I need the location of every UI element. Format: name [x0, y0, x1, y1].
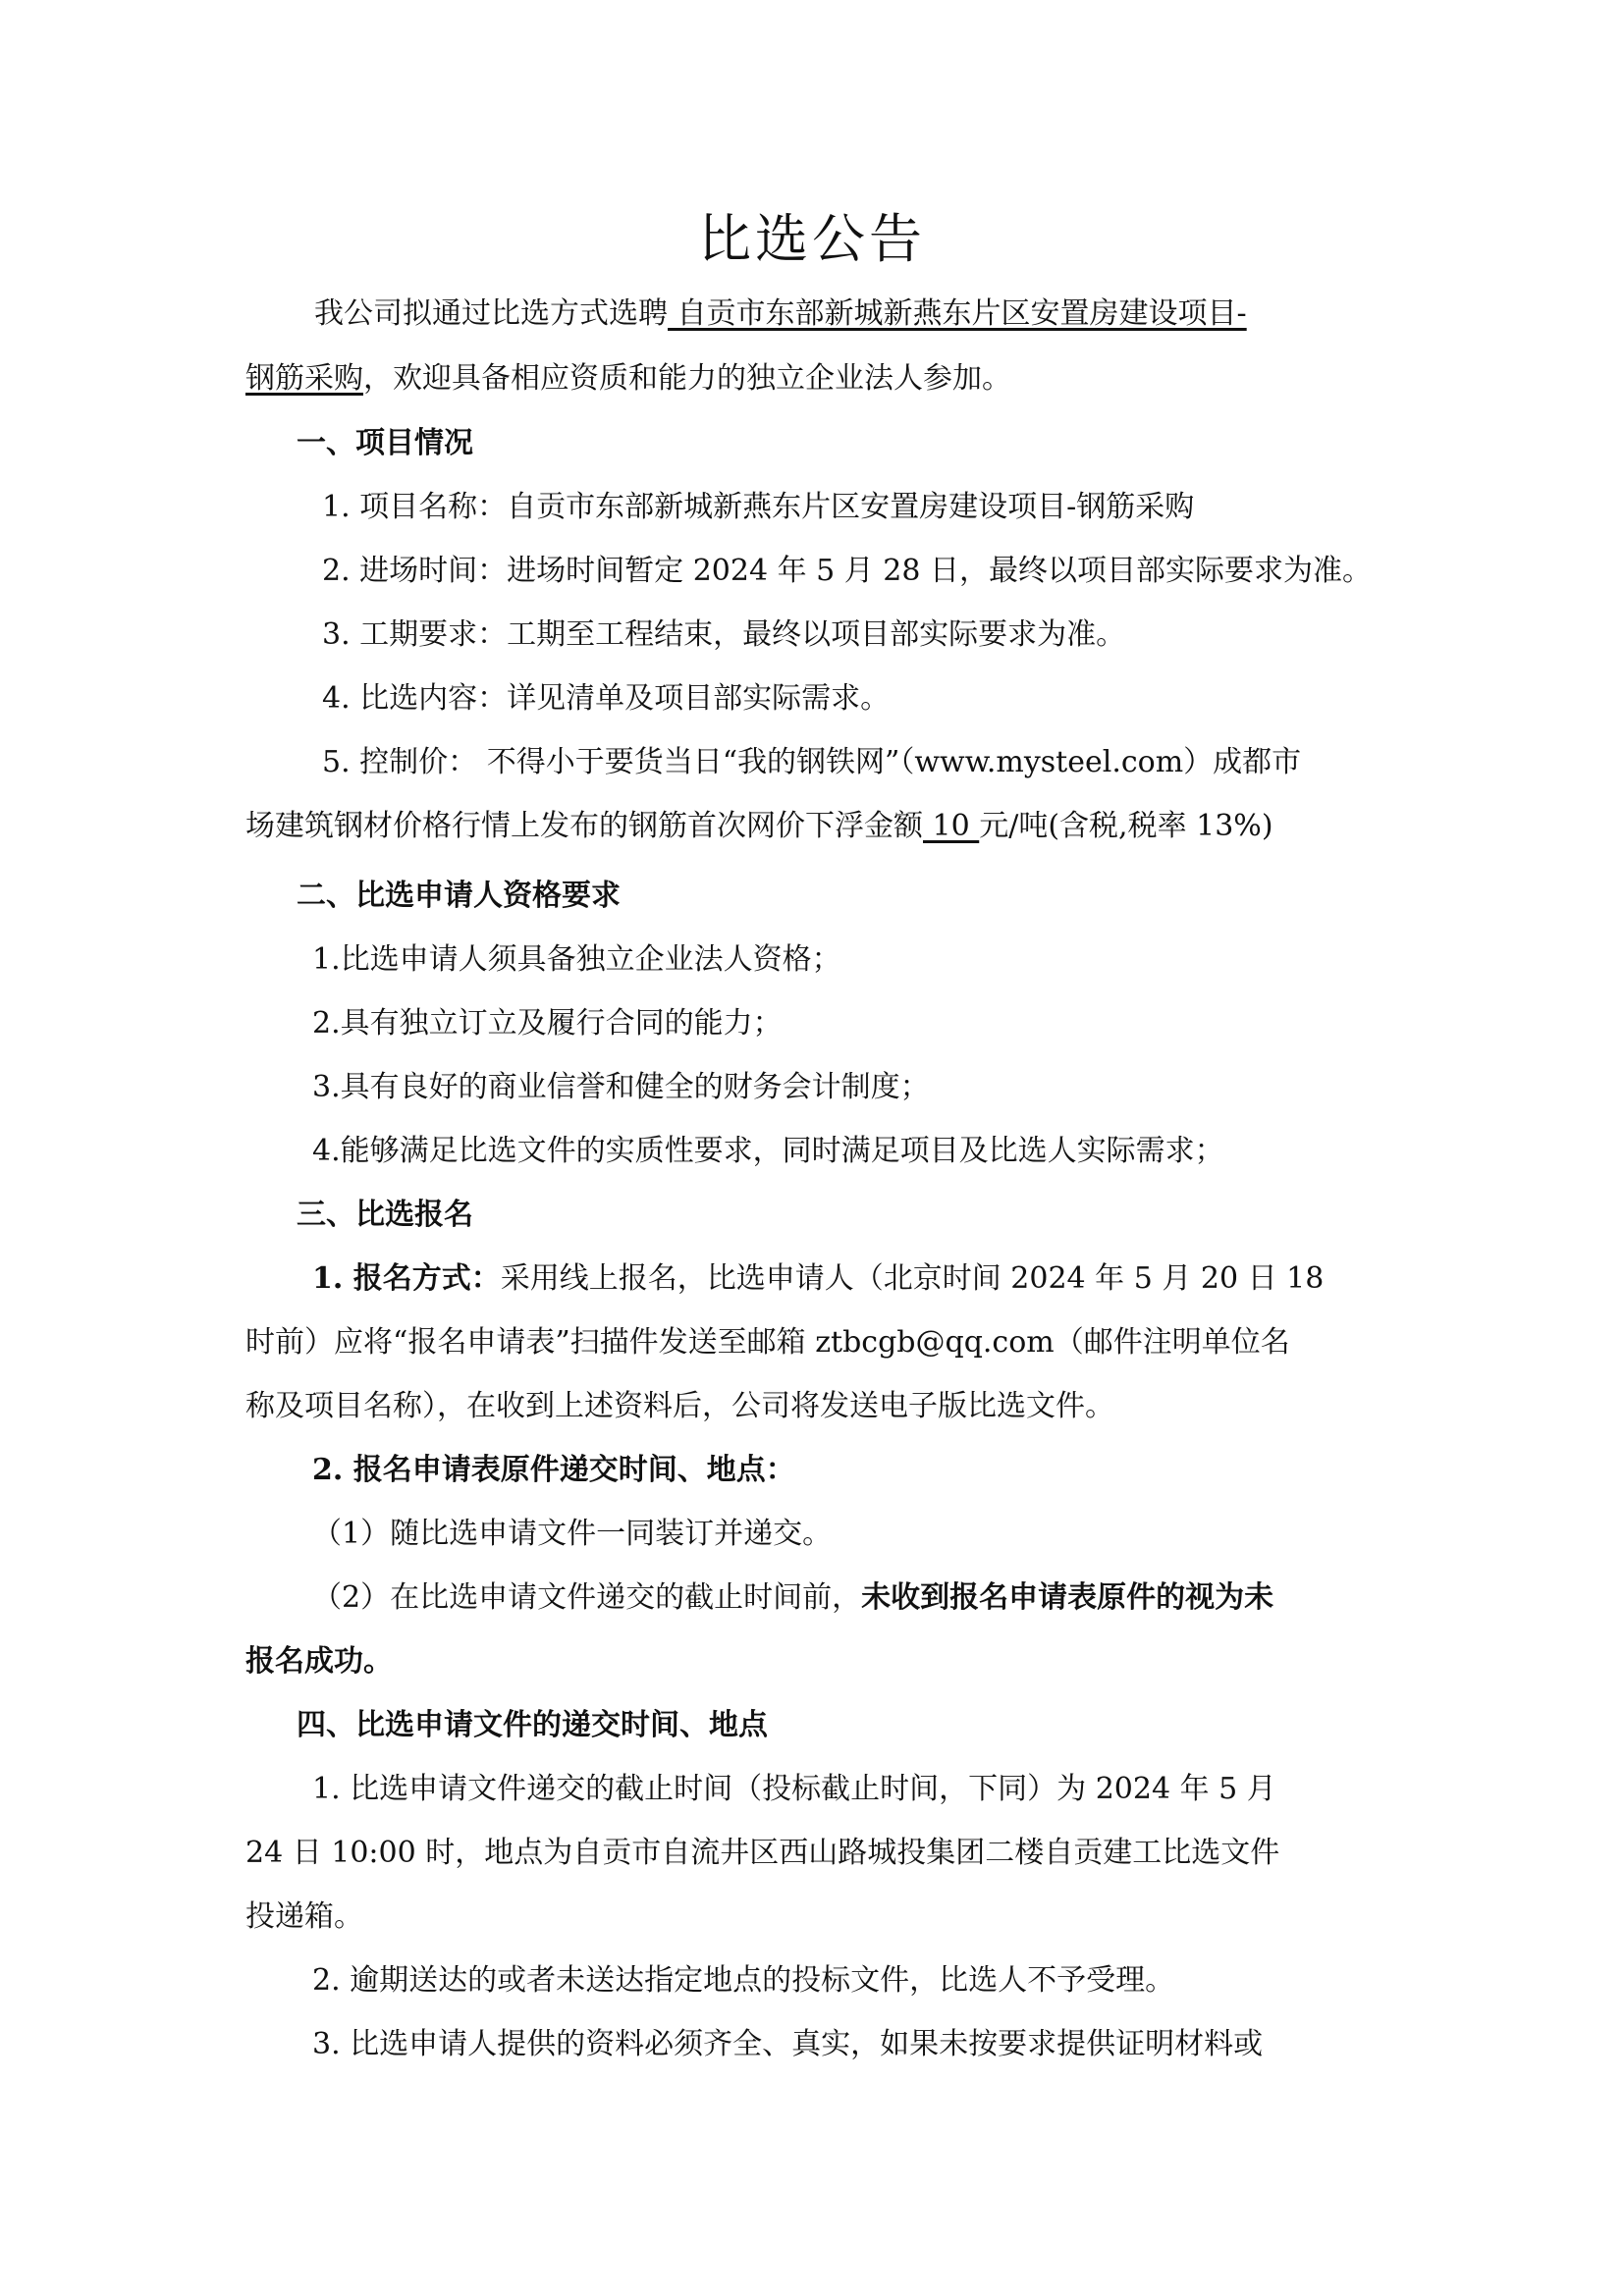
- intro-project-name: 自贡市东部新城新燕东片区安置房建设项目-: [668, 296, 1247, 331]
- section-3-heading: 三、比选报名: [297, 1198, 473, 1232]
- intro-line-2: [245, 359, 1011, 399]
- section-4-heading: 四、比选申请文件的递交时间、地点: [297, 1708, 768, 1742]
- section-3-item-1-line-1: [312, 1259, 1324, 1299]
- section-2-item-1: 1.比选申请人须具备独立企业法人资格；: [312, 942, 841, 977]
- control-price-text: 场建筑钢材价格行情上发布的钢筋首次网价下浮金额: [245, 809, 923, 843]
- section-4-item-1-line-3: 投递箱。: [245, 1899, 363, 1934]
- sub-2-text: （2）在比选申请文件递交的截止时间前，: [312, 1580, 862, 1615]
- section-4-item-2: 2. 逾期送达的或者未送达指定地点的投标文件，比选人不予受理。: [312, 1963, 1175, 1998]
- intro-line-1: [314, 294, 1247, 334]
- section-1-item-4: 4. 比选内容：详见清单及项目部实际需求。: [322, 681, 891, 716]
- section-2-item-4: 4.能够满足比选文件的实质性要求，同时满足项目及比选人实际需求；: [312, 1134, 1224, 1168]
- section-4-item-1-line-2: 24 日 10:00 时，地点为自贡市自流井区西山路城投集团二楼自贡建工比选文件: [245, 1836, 1280, 1870]
- section-1-item-3: 3. 工期要求：工期至工程结束，最终以项目部实际要求为准。: [322, 617, 1126, 652]
- registration-method-label: 1. 报名方式：: [312, 1261, 501, 1296]
- section-4-item-1-line-1: 1. 比选申请文件递交的截止时间（投标截止时间，下同）为 2024 年 5 月: [312, 1772, 1276, 1806]
- section-2-heading: 二、比选申请人资格要求: [297, 879, 621, 913]
- section-2-item-2: 2.具有独立订立及履行合同的能力；: [312, 1006, 783, 1041]
- section-1-item-1: 1. 项目名称：自贡市东部新城新燕东片区安置房建设项目-钢筋采购: [322, 490, 1195, 524]
- section-4-item-3-line-1: 3. 比选申请人提供的资料必须齐全、真实，如果未按要求提供证明材料或: [312, 2027, 1264, 2061]
- section-3-sub-1: （1）随比选申请文件一同装订并递交。: [312, 1517, 833, 1551]
- page-title: 比选公告: [698, 208, 926, 270]
- intro-project-name-cont: 钢筋采购: [245, 361, 363, 396]
- section-3-sub-2-line-2: 报名成功。: [245, 1644, 393, 1679]
- registration-method-text: 采用线上报名，比选申请人（北京时间 2024 年 5 月 20 日 18: [500, 1261, 1325, 1296]
- section-3-item-1-line-2: 时前）应将“报名申请表”扫描件发送至邮箱 ztbcgb@qq.com（邮件注明单位名: [245, 1325, 1290, 1360]
- control-price-amount: 10: [923, 809, 980, 843]
- section-1-item-2: 2. 进场时间：进场时间暂定 2024 年 5 月 28 日，最终以项目部实际要求为准。: [322, 554, 1372, 588]
- section-3-item-1-line-3: 称及项目名称），在收到上述资料后，公司将发送电子版比选文件。: [245, 1389, 1114, 1423]
- intro-suffix: ，欢迎具备相应资质和能力的独立企业法人参加。: [363, 361, 1011, 396]
- section-3-sub-2-line-1: [312, 1578, 1273, 1618]
- section-1-item-5-line-1: 5. 控制价： 不得小于要货当日“我的钢铁网”（www.mysteel.com）成都市: [322, 745, 1302, 779]
- intro-prefix: 我公司拟通过比选方式选聘: [314, 296, 668, 331]
- control-price-unit: 元/吨(含税,税率 13%): [979, 809, 1273, 843]
- sub-2-emphasis: 未收到报名申请表原件的视为未: [861, 1580, 1274, 1615]
- section-1-heading: 一、项目情况: [297, 426, 473, 460]
- section-2-item-3: 3.具有良好的商业信誉和健全的财务会计制度；: [312, 1070, 930, 1104]
- section-1-item-5-line-2: [245, 807, 1273, 846]
- section-3-item-2: 2. 报名申请表原件递交时间、地点：: [312, 1453, 795, 1487]
